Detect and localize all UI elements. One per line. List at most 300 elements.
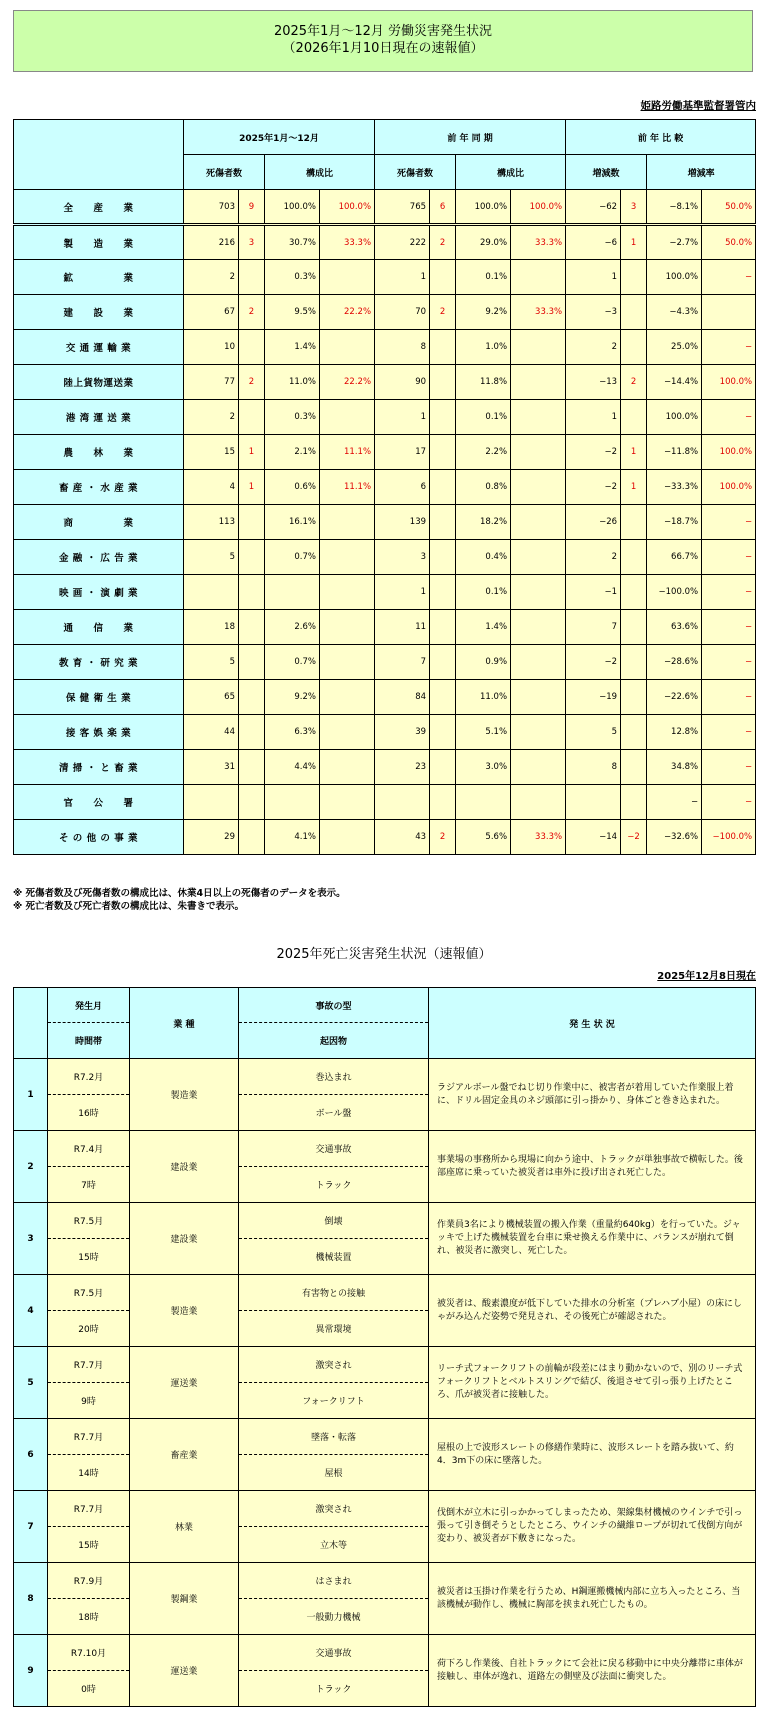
- occurrence-month: R7.2月: [48, 1059, 130, 1095]
- cell-cur-cas: 15: [184, 435, 239, 470]
- cell-prev-ratio: 0.8%: [456, 470, 511, 505]
- page-title: [13, 10, 753, 72]
- fatal-row: [14, 1131, 756, 1167]
- cell-rate-dead: −: [702, 400, 756, 435]
- cell-prev-cas: 1: [375, 575, 430, 610]
- cell-rate-dead: 100.0%: [702, 365, 756, 400]
- cell-cur-dead-ratio: 11.1%: [320, 470, 375, 505]
- cell-prev-dead-ratio: [511, 470, 566, 505]
- cell-rate-dead: −: [702, 610, 756, 645]
- cell-rate: −8.1%: [647, 190, 702, 225]
- table-row: [14, 470, 756, 505]
- cell-cur-cas: 5: [184, 540, 239, 575]
- cell-rate-dead: −: [702, 680, 756, 715]
- industry-name: 鉱 業: [14, 260, 184, 295]
- cell-rate-dead: −: [702, 540, 756, 575]
- cell-chg-dead: −2: [621, 820, 647, 855]
- situation-text: 被災者は玉掛け作業を行うため、H鋼運搬機械内部に立ち入ったところ、当該機械が動作し、機械に胸部を挟まれ死亡したもの。: [429, 1563, 756, 1635]
- cell-cur-cas: 4: [184, 470, 239, 505]
- cell-cur-ratio: 16.1%: [265, 505, 320, 540]
- cell-rate: −18.7%: [647, 505, 702, 540]
- cell-prev-ratio: 3.0%: [456, 750, 511, 785]
- occurrence-month: R7.4月: [48, 1131, 130, 1167]
- cell-prev-dead-ratio: [511, 750, 566, 785]
- cell-cur-ratio: 1.4%: [265, 330, 320, 365]
- row-number: 9: [14, 1635, 48, 1707]
- cell-prev-dead: [430, 260, 456, 295]
- cell-chg: −2: [566, 435, 621, 470]
- cell-chg: −2: [566, 470, 621, 505]
- cause-object: 立木等: [239, 1527, 429, 1563]
- industry-type: 建設業: [130, 1203, 239, 1275]
- cell-cur-dead: [239, 575, 265, 610]
- cell-cur-dead-ratio: [320, 330, 375, 365]
- cell-cur-cas: 44: [184, 715, 239, 750]
- table-row: [14, 190, 756, 225]
- cell-chg-dead: [621, 330, 647, 365]
- accident-type: 交通事故: [239, 1635, 429, 1671]
- time-of-day: 16時: [48, 1095, 130, 1131]
- notes: [13, 887, 346, 913]
- cell-cur-ratio: [265, 575, 320, 610]
- situation-text: ラジアルボール盤でねじ切り作業中に、被害者が着用していた作業服上着に、ドリル固定金具のネジ頭部に引っ掛かり、身体ごと巻き込まれた。: [429, 1059, 756, 1131]
- cell-cur-dead-ratio: [320, 505, 375, 540]
- industry-name: 金 融 ・ 広 告 業: [14, 540, 184, 575]
- cell-chg: −62: [566, 190, 621, 225]
- cause-object: トラック: [239, 1167, 429, 1203]
- cell-cur-ratio: 0.3%: [265, 260, 320, 295]
- cell-rate-dead: 50.0%: [702, 225, 756, 260]
- cell-rate: 12.8%: [647, 715, 702, 750]
- accident-type: 激突され: [239, 1347, 429, 1383]
- cell-cur-dead: [239, 715, 265, 750]
- time-of-day: 9時: [48, 1383, 130, 1419]
- cause-object: 一般動力機械: [239, 1599, 429, 1635]
- cell-cur-ratio: 11.0%: [265, 365, 320, 400]
- cell-cur-cas: 29: [184, 820, 239, 855]
- cell-prev-ratio: 5.6%: [456, 820, 511, 855]
- cell-cur-dead: [239, 680, 265, 715]
- cell-chg: −13: [566, 365, 621, 400]
- fatal-accident-table: [13, 987, 756, 1707]
- cell-rate: 66.7%: [647, 540, 702, 575]
- cause-object: ボール盤: [239, 1095, 429, 1131]
- cell-chg: 8: [566, 750, 621, 785]
- situation-text: 荷下ろし作業後、自社トラックにて会社に戻る移動中に中央分離帯に車体が接触し、車体が逸れ、道路左の側壁及び法面に衝突した。: [429, 1635, 756, 1707]
- cause-header: 起因物: [239, 1023, 429, 1059]
- table-row: [14, 715, 756, 750]
- cell-prev-dead: 6: [430, 190, 456, 225]
- cell-prev-cas: 17: [375, 435, 430, 470]
- industry-name: 通 信 業: [14, 610, 184, 645]
- fatal-row: [14, 1635, 756, 1671]
- cell-cur-cas: 65: [184, 680, 239, 715]
- table-row: [14, 260, 756, 295]
- cell-chg: −19: [566, 680, 621, 715]
- cell-prev-cas: [375, 785, 430, 820]
- cell-prev-ratio: 0.1%: [456, 260, 511, 295]
- cell-cur-dead: [239, 260, 265, 295]
- cell-prev-dead-ratio: 100.0%: [511, 190, 566, 225]
- cell-prev-ratio: 1.0%: [456, 330, 511, 365]
- cell-rate-dead: −: [702, 785, 756, 820]
- industry-name: 保 健 衛 生 業: [14, 680, 184, 715]
- cell-cur-dead: [239, 645, 265, 680]
- cell-cur-dead: 1: [239, 470, 265, 505]
- cell-prev-cas: 765: [375, 190, 430, 225]
- row-number: 1: [14, 1059, 48, 1131]
- cell-cur-ratio: 4.1%: [265, 820, 320, 855]
- compare-header: 前 年 比 較: [566, 120, 756, 155]
- cell-chg: −1: [566, 575, 621, 610]
- cell-cur-cas: 67: [184, 295, 239, 330]
- cell-rate-dead: −100.0%: [702, 820, 756, 855]
- cell-prev-ratio: [456, 785, 511, 820]
- cell-prev-dead-ratio: [511, 715, 566, 750]
- cell-prev-cas: 23: [375, 750, 430, 785]
- cell-cur-dead-ratio: [320, 610, 375, 645]
- industry-type: 運送業: [130, 1635, 239, 1707]
- change-rate-header: 増減率: [647, 155, 756, 190]
- cell-chg-dead: [621, 400, 647, 435]
- industry-name: 農 林 業: [14, 435, 184, 470]
- row-number: 8: [14, 1563, 48, 1635]
- fatal-row: [14, 1419, 756, 1455]
- cause-object: トラック: [239, 1671, 429, 1707]
- cell-prev-dead: [430, 575, 456, 610]
- cell-prev-dead: [430, 365, 456, 400]
- cell-prev-dead-ratio: 33.3%: [511, 820, 566, 855]
- industry-name: 全 産 業: [14, 190, 184, 225]
- title-line2: （2026年1月10日現在の速報値）: [282, 41, 484, 56]
- month-header: 発生月: [48, 988, 130, 1023]
- cell-cur-cas: [184, 575, 239, 610]
- situation-text: 伐倒木が立木に引っかかってしまったため、架線集材機械のウインチで引っ張って引き倒そうとしたところ、ウインチの繊維ロープが切れて伐倒方向が変わり、被災者が下敷きになった。: [429, 1491, 756, 1563]
- cell-cur-dead: [239, 540, 265, 575]
- accident-type: はさまれ: [239, 1563, 429, 1599]
- cell-chg-dead: [621, 540, 647, 575]
- cell-prev-cas: 3: [375, 540, 430, 575]
- cell-cur-dead-ratio: [320, 260, 375, 295]
- current-period-header: 2025年1月～12月: [184, 120, 375, 155]
- cell-rate: 25.0%: [647, 330, 702, 365]
- table-row: [14, 680, 756, 715]
- cell-rate-dead: [702, 295, 756, 330]
- industry-type: 建設業: [130, 1131, 239, 1203]
- cell-rate-dead: −: [702, 715, 756, 750]
- cell-chg-dead: 1: [621, 470, 647, 505]
- cell-chg: −2: [566, 645, 621, 680]
- industry-header: [14, 120, 184, 190]
- time-of-day: 7時: [48, 1167, 130, 1203]
- cell-prev-ratio: 1.4%: [456, 610, 511, 645]
- occurrence-month: R7.7月: [48, 1491, 130, 1527]
- row-number: 4: [14, 1275, 48, 1347]
- cell-rate-dead: −: [702, 505, 756, 540]
- cell-chg: −26: [566, 505, 621, 540]
- cell-cur-cas: [184, 785, 239, 820]
- cell-prev-ratio: 0.1%: [456, 575, 511, 610]
- cell-cur-dead: [239, 505, 265, 540]
- accident-type: 有害物との接触: [239, 1275, 429, 1311]
- cell-cur-dead: 1: [239, 435, 265, 470]
- cell-cur-cas: 77: [184, 365, 239, 400]
- prev-ratio-header: 構成比: [456, 155, 566, 190]
- table-row: [14, 645, 756, 680]
- cell-rate: −2.7%: [647, 225, 702, 260]
- cell-prev-dead-ratio: 33.3%: [511, 225, 566, 260]
- cell-prev-cas: 70: [375, 295, 430, 330]
- situation-text: 屋根の上で波形スレートの修繕作業時に、波形スレートを踏み抜いて、約4．3m下の床に墜落した。: [429, 1419, 756, 1491]
- cell-prev-dead: [430, 715, 456, 750]
- industry-name: 清 掃 ・ と 畜 業: [14, 750, 184, 785]
- fatal-row: [14, 1563, 756, 1599]
- situation-text: 事業場の事務所から現場に向かう途中、トラックが単独事故で横転した。後部座席に乗っていた被災者は車外に投げ出され死亡した。: [429, 1131, 756, 1203]
- cell-cur-dead: 3: [239, 225, 265, 260]
- cell-chg-dead: [621, 645, 647, 680]
- cell-prev-ratio: 5.1%: [456, 715, 511, 750]
- cell-prev-dead-ratio: [511, 575, 566, 610]
- cell-cur-dead-ratio: 11.1%: [320, 435, 375, 470]
- cell-prev-cas: 7: [375, 645, 430, 680]
- cell-cur-dead-ratio: 33.3%: [320, 225, 375, 260]
- cell-cur-ratio: 100.0%: [265, 190, 320, 225]
- cell-cur-dead: 9: [239, 190, 265, 225]
- cell-rate: −33.3%: [647, 470, 702, 505]
- cell-prev-ratio: 18.2%: [456, 505, 511, 540]
- table-row: [14, 575, 756, 610]
- cell-prev-cas: 139: [375, 505, 430, 540]
- cell-prev-cas: 6: [375, 470, 430, 505]
- cell-rate: −: [647, 785, 702, 820]
- industry-name: 陸上貨物運送業: [14, 365, 184, 400]
- cell-prev-ratio: 0.1%: [456, 400, 511, 435]
- accident-type-header: 事故の型: [239, 988, 429, 1023]
- cell-cur-cas: 10: [184, 330, 239, 365]
- cell-chg: −6: [566, 225, 621, 260]
- row-number: 2: [14, 1131, 48, 1203]
- cell-prev-ratio: 2.2%: [456, 435, 511, 470]
- cell-chg-dead: [621, 505, 647, 540]
- accident-type: 交通事故: [239, 1131, 429, 1167]
- cell-prev-dead-ratio: [511, 505, 566, 540]
- cell-chg: −3: [566, 295, 621, 330]
- cell-chg-dead: [621, 750, 647, 785]
- fatal-row: [14, 1491, 756, 1527]
- cell-chg-dead: [621, 295, 647, 330]
- cell-cur-ratio: 2.1%: [265, 435, 320, 470]
- cell-cur-cas: 216: [184, 225, 239, 260]
- cell-chg-dead: [621, 260, 647, 295]
- cell-prev-ratio: 9.2%: [456, 295, 511, 330]
- cell-cur-ratio: 0.3%: [265, 400, 320, 435]
- industry-type: 製造業: [130, 1275, 239, 1347]
- cell-chg-dead: 1: [621, 225, 647, 260]
- cell-cur-ratio: 2.6%: [265, 610, 320, 645]
- cell-prev-cas: 39: [375, 715, 430, 750]
- industry-type: 畜産業: [130, 1419, 239, 1491]
- office-label: 姫路労働基準監督署管内: [640, 100, 756, 112]
- time-of-day: 15時: [48, 1527, 130, 1563]
- cell-prev-dead: 2: [430, 295, 456, 330]
- situation-text: 被災者は、酸素濃度が低下していた排水の分析室（プレハブ小屋）の床にしゃがみ込んだ姿勢で発見され、その後死亡が確認された。: [429, 1275, 756, 1347]
- industry-name: そ の 他 の 事 業: [14, 820, 184, 855]
- cell-rate-dead: 50.0%: [702, 190, 756, 225]
- cell-prev-ratio: 11.8%: [456, 365, 511, 400]
- cell-rate: 100.0%: [647, 400, 702, 435]
- cell-rate: 100.0%: [647, 260, 702, 295]
- cell-cur-cas: 2: [184, 260, 239, 295]
- cause-object: フォークリフト: [239, 1383, 429, 1419]
- occurrence-month: R7.5月: [48, 1203, 130, 1239]
- accident-type: 倒壊: [239, 1203, 429, 1239]
- cell-prev-dead-ratio: [511, 785, 566, 820]
- fatal-row: [14, 1275, 756, 1311]
- accident-type: 巻込まれ: [239, 1059, 429, 1095]
- cell-chg-dead: 3: [621, 190, 647, 225]
- cell-prev-dead: [430, 645, 456, 680]
- cell-cur-ratio: 9.5%: [265, 295, 320, 330]
- cell-chg: 1: [566, 260, 621, 295]
- industry-name: 畜 産 ・ 水 産 業: [14, 470, 184, 505]
- cell-cur-cas: 5: [184, 645, 239, 680]
- cell-prev-cas: 222: [375, 225, 430, 260]
- situation-text: リーチ式フォークリフトの前輪が段差にはまり動かないので、別のリーチ式フォークリフトとベルトスリングで結び、後退させて引っ張り上げたところ、爪が被災者に接触した。: [429, 1347, 756, 1419]
- industry-type: 運送業: [130, 1347, 239, 1419]
- cell-rate-dead: −: [702, 750, 756, 785]
- occurrence-month: R7.7月: [48, 1347, 130, 1383]
- time-of-day: 18時: [48, 1599, 130, 1635]
- industry-type-header: 業 種: [130, 988, 239, 1059]
- industry-name: 官 公 署: [14, 785, 184, 820]
- cause-object: 屋根: [239, 1455, 429, 1491]
- cell-prev-ratio: 11.0%: [456, 680, 511, 715]
- industry-accident-table: [13, 119, 756, 855]
- cell-cur-ratio: 30.7%: [265, 225, 320, 260]
- cell-cur-dead-ratio: [320, 820, 375, 855]
- cell-rate-dead: 100.0%: [702, 470, 756, 505]
- cell-chg-dead: [621, 610, 647, 645]
- time-of-day: 20時: [48, 1311, 130, 1347]
- cell-prev-dead-ratio: 33.3%: [511, 295, 566, 330]
- cell-prev-ratio: 100.0%: [456, 190, 511, 225]
- fatal-row: [14, 1347, 756, 1383]
- cell-cur-dead: [239, 750, 265, 785]
- cell-cur-dead-ratio: [320, 645, 375, 680]
- cell-chg: −14: [566, 820, 621, 855]
- cell-cur-ratio: 0.7%: [265, 540, 320, 575]
- cell-prev-dead: [430, 470, 456, 505]
- industry-name: 接 客 娯 楽 業: [14, 715, 184, 750]
- change-count-header: 増減数: [566, 155, 647, 190]
- situation-header: 発 生 状 況: [429, 988, 756, 1059]
- cause-object: 異常環境: [239, 1311, 429, 1347]
- cell-prev-dead: [430, 505, 456, 540]
- cell-cur-dead-ratio: [320, 715, 375, 750]
- cell-cur-dead: 2: [239, 365, 265, 400]
- table-row: [14, 540, 756, 575]
- industry-name: 商 業: [14, 505, 184, 540]
- time-of-day: 15時: [48, 1239, 130, 1275]
- cell-cur-dead: [239, 610, 265, 645]
- table-row: [14, 365, 756, 400]
- cell-cur-dead-ratio: 100.0%: [320, 190, 375, 225]
- row-number: 6: [14, 1419, 48, 1491]
- cell-rate: −32.6%: [647, 820, 702, 855]
- cell-prev-ratio: 29.0%: [456, 225, 511, 260]
- cell-prev-dead: [430, 610, 456, 645]
- as-of-date: 2025年12月8日現在: [657, 971, 756, 982]
- cell-rate-dead: −: [702, 645, 756, 680]
- prev-period-header: 前 年 同 期: [375, 120, 566, 155]
- cell-prev-cas: 90: [375, 365, 430, 400]
- occurrence-month: R7.9月: [48, 1563, 130, 1599]
- cell-cur-ratio: 9.2%: [265, 680, 320, 715]
- cell-cur-dead-ratio: [320, 750, 375, 785]
- cause-object: 機械装置: [239, 1239, 429, 1275]
- cell-prev-cas: 43: [375, 820, 430, 855]
- time-header: 時間帯: [48, 1023, 130, 1059]
- cell-chg-dead: 1: [621, 435, 647, 470]
- industry-type: 製鋼業: [130, 1563, 239, 1635]
- table-row: [14, 750, 756, 785]
- cell-rate: −14.4%: [647, 365, 702, 400]
- cell-prev-dead: 2: [430, 225, 456, 260]
- cell-cur-dead-ratio: 22.2%: [320, 365, 375, 400]
- cell-chg-dead: 2: [621, 365, 647, 400]
- occurrence-month: R7.10月: [48, 1635, 130, 1671]
- cell-cur-dead-ratio: [320, 540, 375, 575]
- cell-prev-dead-ratio: [511, 540, 566, 575]
- table-row: [14, 330, 756, 365]
- cell-rate: −100.0%: [647, 575, 702, 610]
- cell-rate-dead: −: [702, 330, 756, 365]
- cell-rate-dead: −: [702, 575, 756, 610]
- cell-rate: 34.8%: [647, 750, 702, 785]
- cell-prev-dead-ratio: [511, 610, 566, 645]
- cell-cur-dead-ratio: [320, 680, 375, 715]
- time-of-day: 0時: [48, 1671, 130, 1707]
- cell-cur-dead-ratio: [320, 785, 375, 820]
- cell-prev-ratio: 0.9%: [456, 645, 511, 680]
- cell-cur-ratio: 4.4%: [265, 750, 320, 785]
- industry-name: 交 通 運 輸 業: [14, 330, 184, 365]
- cell-chg: [566, 785, 621, 820]
- cell-chg: 2: [566, 540, 621, 575]
- cell-cur-ratio: 0.6%: [265, 470, 320, 505]
- cell-prev-dead-ratio: [511, 330, 566, 365]
- cell-prev-dead-ratio: [511, 435, 566, 470]
- industry-name: 港 湾 運 送 業: [14, 400, 184, 435]
- cell-rate: −11.8%: [647, 435, 702, 470]
- cell-chg: 5: [566, 715, 621, 750]
- cell-cur-cas: 2: [184, 400, 239, 435]
- cell-cur-dead: [239, 400, 265, 435]
- cell-rate: 63.6%: [647, 610, 702, 645]
- cur-casualties-header: 死傷者数: [184, 155, 265, 190]
- table-row: [14, 400, 756, 435]
- row-number: 3: [14, 1203, 48, 1275]
- industry-name: 製 造 業: [14, 225, 184, 260]
- cell-prev-dead-ratio: [511, 680, 566, 715]
- cell-prev-ratio: 0.4%: [456, 540, 511, 575]
- cell-chg-dead: [621, 715, 647, 750]
- cell-prev-cas: 1: [375, 260, 430, 295]
- cell-prev-dead: [430, 435, 456, 470]
- cell-rate-dead: 100.0%: [702, 435, 756, 470]
- cell-cur-dead: [239, 820, 265, 855]
- occurrence-month: R7.5月: [48, 1275, 130, 1311]
